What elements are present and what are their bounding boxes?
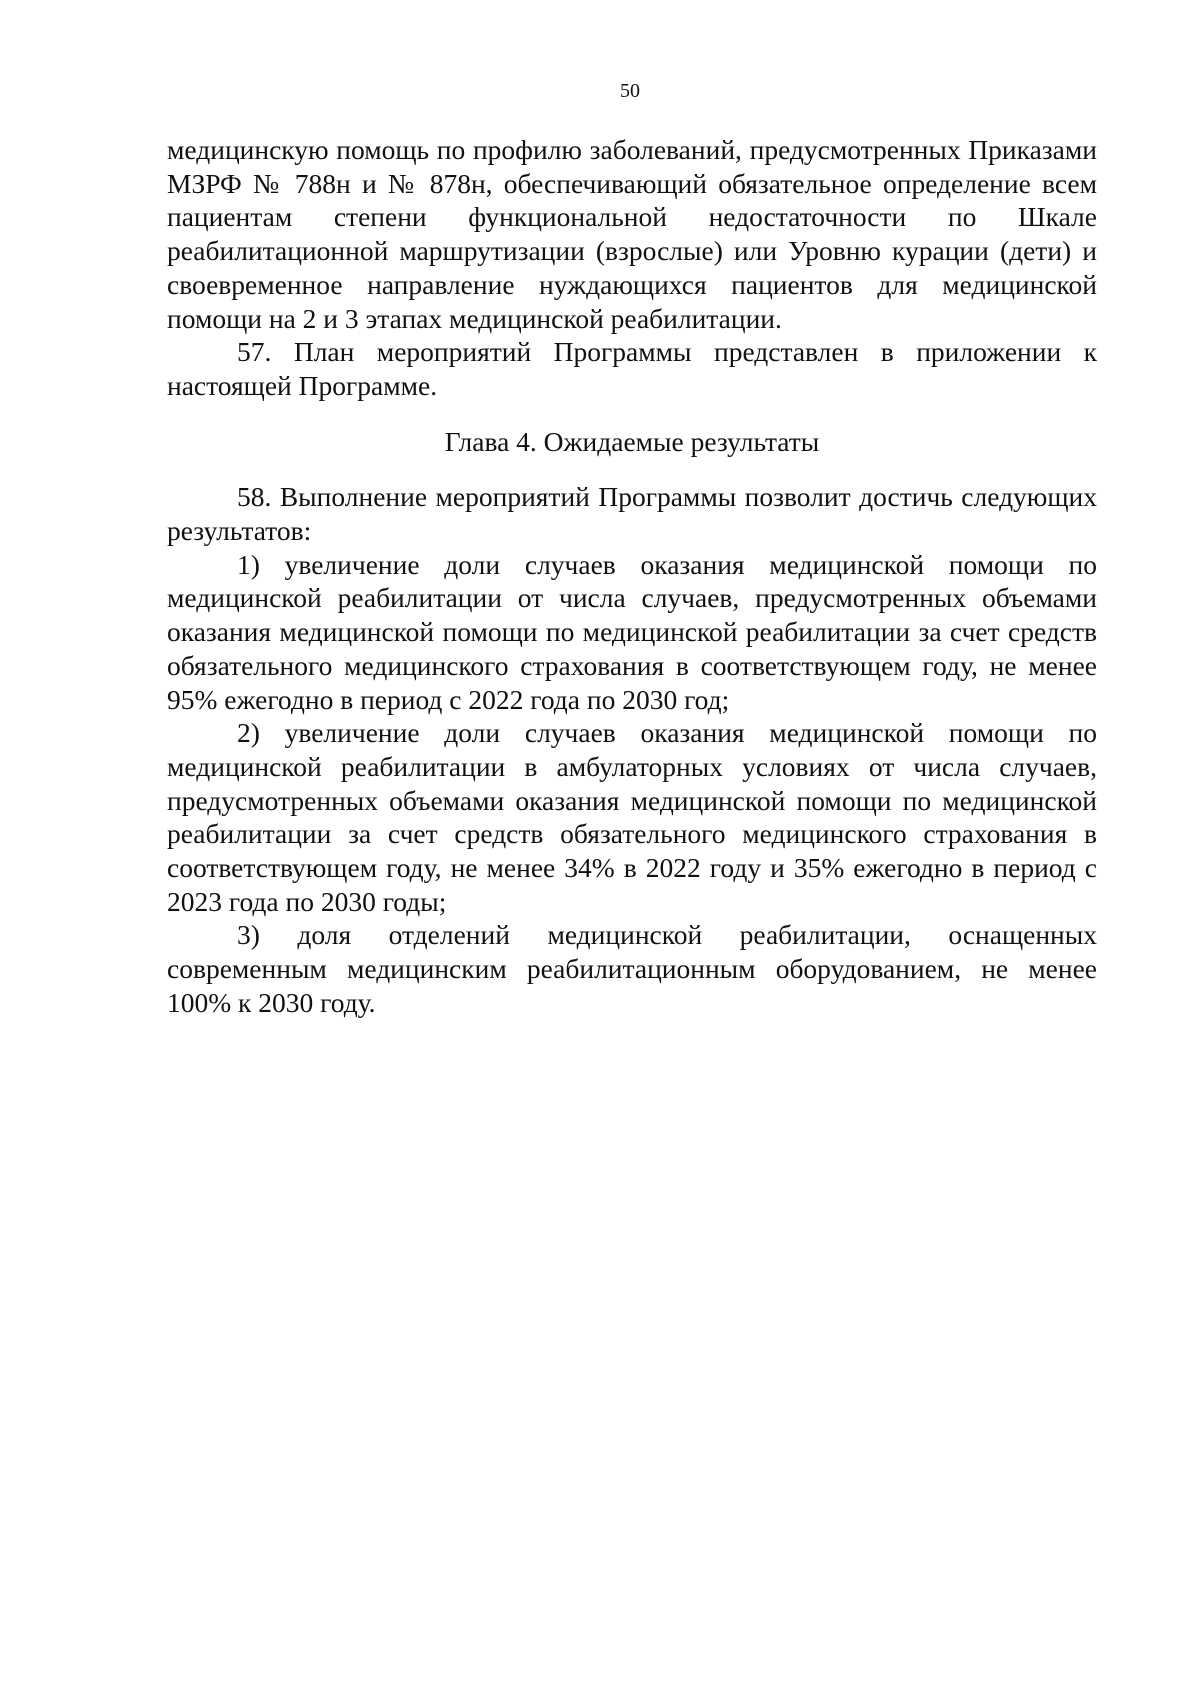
page-number: 50	[620, 80, 640, 102]
list-item-2: 2) увеличение доли случаев оказания медицинской помощи по медицинской реабилитации в амбулаторных условиях от числа случаев, предусмотренных объемами оказания медицинской помощи по медицинской реабилитации за счет средств обязательного медицинского страхования в соответствующем году, не менее 34% в 2022 году и 35% ежегодно в период с 2023 года по 2030 годы;	[167, 717, 1097, 917]
list-item-3: 3) доля отделений медицинской реабилитации, оснащенных современным медицинским реабилитационным оборудованием, не менее 100% к 2030 году.	[167, 919, 1097, 1018]
paragraph-58: 58. Выполнение мероприятий Программы позволит достичь следующих результатов:	[167, 481, 1097, 547]
document-body	[167, 133, 1097, 1020]
paragraph-57: 57. План мероприятий Программы представлен в приложении к настоящей Программе.	[167, 336, 1097, 401]
list-item-1: 1) увеличение доли случаев оказания медицинской помощи по медицинской реабилитации от числа случаев, предусмотренных объемами оказания медицинской помощи по медицинской реабилитации за счет средств обязательного медицинского страхования в соответствующем году, не менее 95% ежегодно в период с 2022 года по 2030 год;	[167, 548, 1097, 715]
chapter-title: Глава 4. Ожидаемые результаты	[444, 425, 820, 457]
paragraph-continued: медицинскую помощь по профилю заболеваний, предусмотренных Приказами МЗРФ № 788н и № 878н, обеспечивающий обязательное определение всем пациентам степени функциональной недостаточности по Шкале реабилитационной маршрутизации (взрослые) или Уровню курации (дети) и своевременное направление нуждающихся пациентов для медицинской помощи на 2 и 3 этапах медицинской реабилитации.	[167, 134, 1097, 334]
